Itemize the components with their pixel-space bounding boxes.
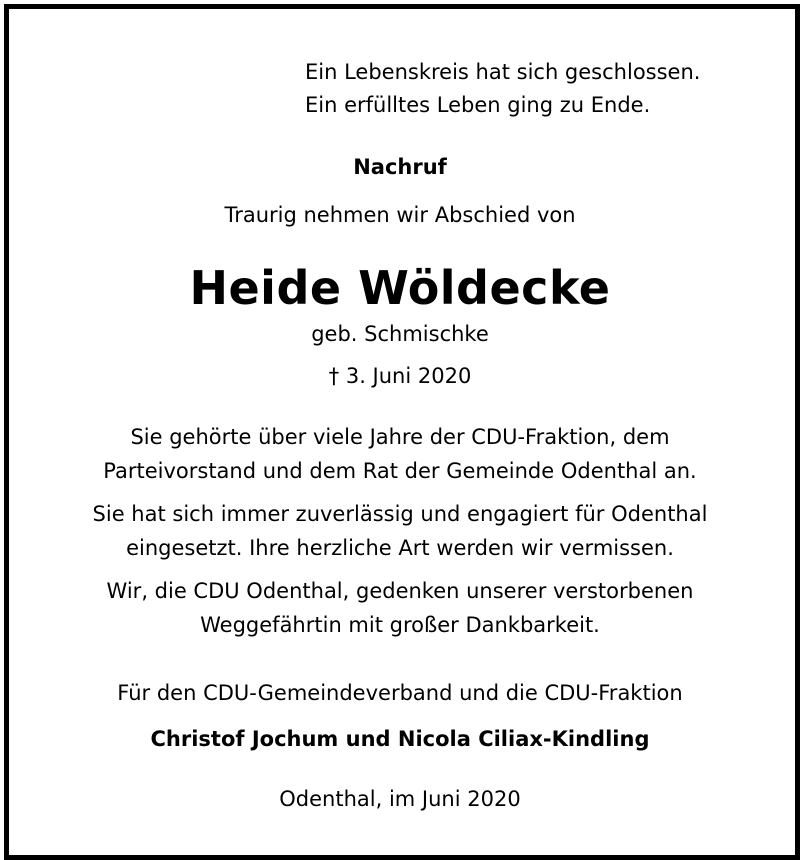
heading: Nachruf xyxy=(353,155,447,179)
place-date: Odenthal, im Juni 2020 xyxy=(279,787,521,811)
tribute-p2-line-1: Sie hat sich immer zuverlässig und engagiert für Odenthal xyxy=(92,502,708,526)
maiden-name: geb. Schmischke xyxy=(311,322,489,346)
motto-line-2: Ein erfülltes Leben ging zu Ende. xyxy=(305,93,651,117)
tribute-p3-line-1: Wir, die CDU Odenthal, gedenken unserer verstorbenen xyxy=(106,579,694,603)
intro-text: Traurig nehmen wir Abschied von xyxy=(224,203,576,227)
tribute-p2-line-2: eingesetzt. Ihre herzliche Art werden wir vermissen. xyxy=(126,536,674,560)
death-date: † 3. Juni 2020 xyxy=(328,364,472,388)
deceased-name: Heide Wöldecke xyxy=(189,261,611,315)
motto-line-1: Ein Lebenskreis hat sich geschlossen. xyxy=(305,60,701,84)
tribute-p3-line-2: Weggefährtin mit großer Dankbarkeit. xyxy=(200,613,600,637)
tribute-p1-line-2: Parteivorstand und dem Rat der Gemeinde Odenthal an. xyxy=(103,459,697,483)
tribute-p1-line-1: Sie gehörte über viele Jahre der CDU-Fraktion, dem xyxy=(130,425,670,449)
signature-names: Christof Jochum und Nicola Ciliax-Kindling xyxy=(150,727,650,751)
signature-on-behalf: Für den CDU-Gemeindeverband und die CDU-Fraktion xyxy=(117,681,683,705)
